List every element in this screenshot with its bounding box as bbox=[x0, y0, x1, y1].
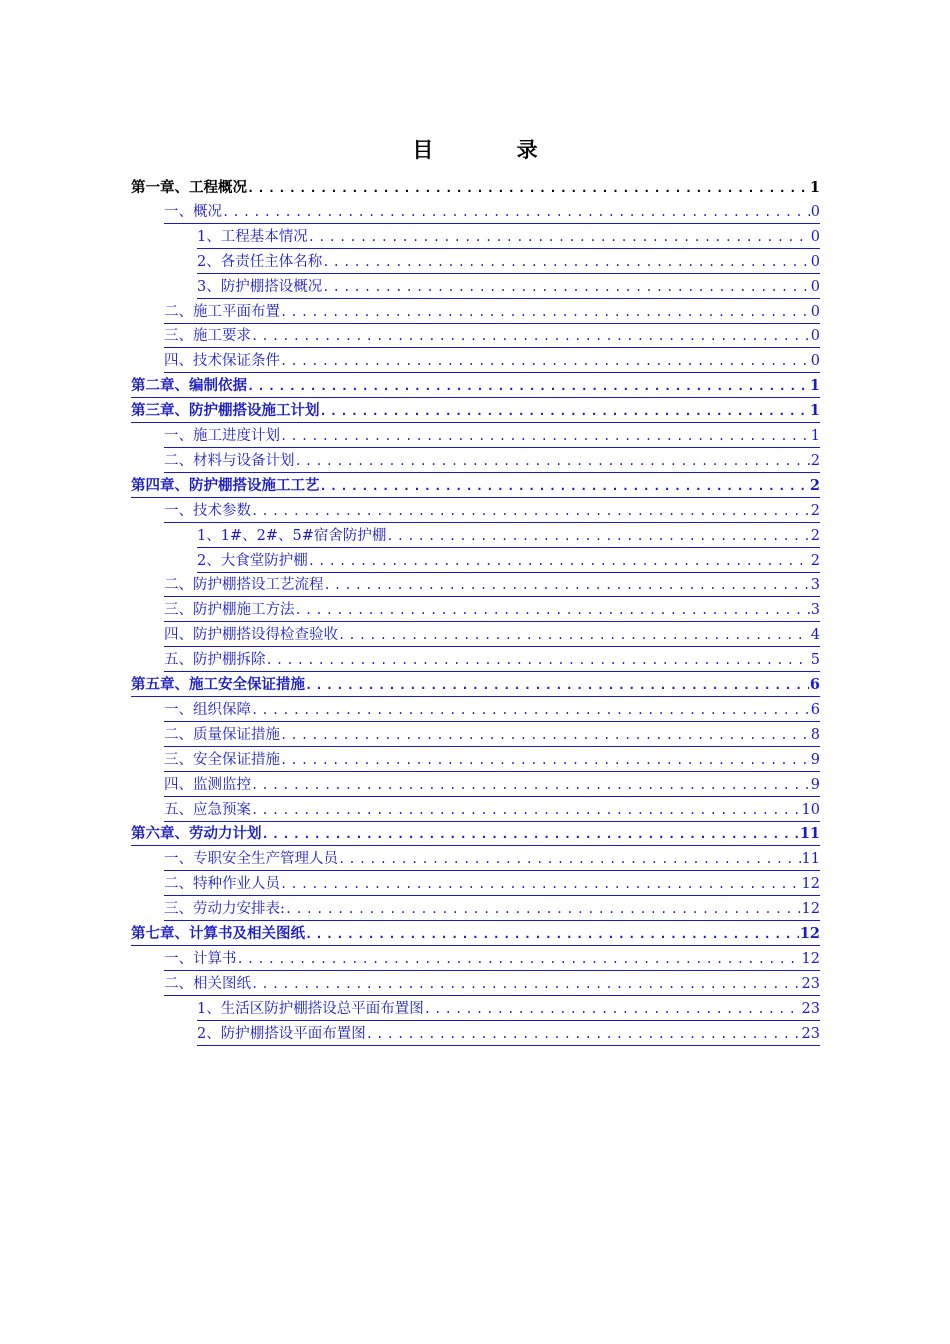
toc-entry-page-number: 10 bbox=[801, 799, 820, 822]
toc-entry[interactable] bbox=[164, 648, 820, 672]
toc-dot-leader bbox=[338, 848, 801, 871]
toc-dot-leader bbox=[295, 599, 810, 622]
toc-dot-leader bbox=[308, 550, 810, 573]
toc-dot-leader bbox=[285, 898, 801, 921]
toc-entry-label: 四、防护棚搭设得检查验收 bbox=[164, 624, 338, 647]
toc-entry-page-number: 1 bbox=[809, 179, 820, 196]
toc-entry[interactable] bbox=[131, 922, 820, 946]
toc-entry-label: 三、防护棚施工方法 bbox=[164, 599, 295, 622]
toc-dot-leader bbox=[251, 774, 810, 797]
toc-dot-leader bbox=[320, 400, 809, 423]
toc-entry[interactable] bbox=[164, 773, 820, 797]
toc-dot-leader bbox=[324, 574, 810, 597]
toc-entry-page-number: 0 bbox=[810, 226, 820, 249]
toc-dot-leader bbox=[305, 674, 809, 697]
toc-entry-page-number: 1 bbox=[809, 375, 820, 398]
toc-entry-page-number: 0 bbox=[810, 276, 820, 299]
toc-entry[interactable] bbox=[131, 673, 820, 697]
toc-entry-page-number: 2 bbox=[810, 500, 820, 523]
toc-entry[interactable] bbox=[131, 822, 820, 846]
toc-dot-leader bbox=[266, 649, 810, 672]
toc-entry[interactable] bbox=[197, 1022, 820, 1046]
toc-entry-label: 三、安全保证措施 bbox=[164, 749, 280, 772]
toc-dot-leader bbox=[247, 375, 809, 398]
toc-entry-label: 第七章、计算书及相关图纸 bbox=[131, 923, 305, 946]
toc-entry[interactable] bbox=[164, 972, 820, 996]
toc-dot-leader bbox=[280, 350, 810, 373]
toc-entry[interactable] bbox=[164, 698, 820, 722]
toc-entry-page-number: 0 bbox=[810, 350, 820, 373]
toc-entry[interactable] bbox=[197, 250, 820, 274]
toc-entry-label: 五、防护棚拆除 bbox=[164, 649, 266, 672]
toc-entry-label: 1、生活区防护棚搭设总平面布置图 bbox=[197, 998, 424, 1021]
toc-dot-leader bbox=[305, 923, 799, 946]
toc-entry-page-number: 0 bbox=[810, 251, 820, 274]
toc-entry-page-number: 0 bbox=[810, 301, 820, 324]
toc-entry-page-number: 23 bbox=[801, 973, 820, 996]
toc-dot-leader bbox=[280, 425, 810, 448]
toc-dot-leader bbox=[280, 749, 810, 772]
toc-entry-label: 一、技术参数 bbox=[164, 500, 251, 523]
toc-entry-label: 二、质量保证措施 bbox=[164, 724, 280, 747]
toc-entry-label: 第六章、劳动力计划 bbox=[131, 823, 262, 846]
toc-entry-page-number: 6 bbox=[810, 699, 820, 722]
toc-entry-label: 二、防护棚搭设工艺流程 bbox=[164, 574, 324, 597]
toc-dot-leader bbox=[308, 226, 810, 249]
toc-entry[interactable] bbox=[164, 872, 820, 896]
toc-dot-leader bbox=[280, 724, 810, 747]
toc-entry-label: 四、技术保证条件 bbox=[164, 350, 280, 373]
toc-entry-label: 四、监测监控 bbox=[164, 774, 251, 797]
toc-entry-label: 二、相关图纸 bbox=[164, 973, 251, 996]
toc-entry[interactable] bbox=[197, 225, 820, 249]
toc-entry-label: 1、工程基本情况 bbox=[197, 226, 308, 249]
toc-entry-label: 第四章、防护棚搭设施工工艺 bbox=[131, 475, 320, 498]
toc-entry-label: 二、施工平面布置 bbox=[164, 301, 280, 324]
toc-entry[interactable] bbox=[164, 200, 820, 224]
toc-dot-leader bbox=[251, 973, 801, 996]
toc-entry-label: 一、计算书 bbox=[164, 948, 237, 971]
toc-entry-page-number: 2 bbox=[810, 550, 820, 573]
toc-entry-page-number: 0 bbox=[810, 325, 820, 348]
toc-dot-leader bbox=[251, 500, 810, 523]
toc-entry-page-number: 12 bbox=[801, 948, 820, 971]
toc-entry-page-number: 12 bbox=[801, 873, 820, 896]
toc-entry-page-number: 2 bbox=[810, 525, 820, 548]
toc-entry-label: 一、组织保障 bbox=[164, 699, 251, 722]
toc-entry-label: 一、概况 bbox=[164, 201, 222, 224]
toc-dot-leader bbox=[237, 948, 801, 971]
toc-dot-leader bbox=[222, 201, 810, 224]
toc-entry-page-number: 11 bbox=[799, 823, 820, 846]
toc-entry[interactable] bbox=[131, 474, 820, 498]
toc-entry-page-number: 6 bbox=[809, 674, 820, 697]
toc-entry[interactable] bbox=[164, 424, 820, 448]
toc-entry-label: 五、应急预案 bbox=[164, 799, 251, 822]
toc-entry[interactable] bbox=[164, 723, 820, 747]
toc-entry[interactable] bbox=[164, 573, 820, 597]
toc-entry-page-number: 12 bbox=[801, 898, 820, 921]
toc-dot-leader bbox=[320, 475, 809, 498]
toc-entry[interactable] bbox=[131, 399, 820, 423]
toc-entry-page-number: 1 bbox=[810, 425, 820, 448]
toc-dot-leader bbox=[280, 873, 801, 896]
toc-entry-page-number: 4 bbox=[810, 624, 820, 647]
toc-entry[interactable] bbox=[164, 897, 820, 921]
toc-dot-leader bbox=[280, 301, 810, 324]
toc-dot-leader bbox=[338, 624, 810, 647]
toc-entry-label: 2、防护棚搭设平面布置图 bbox=[197, 1023, 366, 1046]
toc-entry[interactable] bbox=[164, 798, 820, 822]
toc-entry[interactable] bbox=[197, 524, 820, 548]
toc-entry-page-number: 23 bbox=[801, 998, 820, 1021]
toc-entry[interactable] bbox=[164, 748, 820, 772]
toc-entry-page-number: 3 bbox=[810, 599, 820, 622]
toc-title: 目 录 bbox=[412, 137, 576, 162]
toc-dot-leader bbox=[247, 177, 809, 199]
toc-entry-page-number: 9 bbox=[810, 749, 820, 772]
toc-entry-label: 一、专职安全生产管理人员 bbox=[164, 848, 338, 871]
toc-entry[interactable] bbox=[197, 997, 820, 1021]
toc-entry[interactable] bbox=[164, 847, 820, 871]
toc-entry[interactable] bbox=[164, 499, 820, 523]
toc-dot-leader bbox=[251, 325, 810, 348]
toc-entry-page-number: 1 bbox=[809, 400, 820, 423]
toc-dot-leader bbox=[295, 450, 810, 473]
toc-dot-leader bbox=[262, 823, 799, 846]
toc-entry[interactable] bbox=[164, 300, 820, 324]
toc-entry[interactable] bbox=[164, 349, 820, 373]
toc-entry-page-number: 12 bbox=[799, 923, 820, 946]
toc-entry[interactable] bbox=[164, 623, 820, 647]
toc-entry-label: 第二章、编制依据 bbox=[131, 375, 247, 398]
toc-entry-label: 二、特种作业人员 bbox=[164, 873, 280, 896]
toc-dot-leader bbox=[386, 525, 809, 548]
toc-dot-leader bbox=[322, 251, 810, 274]
toc-entry-label: 2、大食堂防护棚 bbox=[197, 550, 308, 573]
toc-entry-label: 1、1#、2#、5#宿舍防护棚 bbox=[197, 525, 386, 548]
toc-dot-leader bbox=[322, 276, 810, 299]
toc-entry[interactable] bbox=[131, 374, 820, 398]
toc-entry-label: 第一章、工程概况 bbox=[131, 179, 247, 196]
toc-dot-leader bbox=[251, 799, 801, 822]
toc-entry[interactable] bbox=[164, 449, 820, 473]
toc-entry[interactable] bbox=[164, 947, 820, 971]
toc-entry bbox=[131, 175, 820, 199]
toc-dot-leader bbox=[366, 1023, 801, 1046]
toc-entry-label: 第三章、防护棚搭设施工计划 bbox=[131, 400, 320, 423]
toc-entry-page-number: 11 bbox=[801, 848, 820, 871]
toc-entry-label: 一、施工进度计划 bbox=[164, 425, 280, 448]
toc-entry-label: 三、劳动力安排表: bbox=[164, 898, 285, 921]
toc-entry-label: 第五章、施工安全保证措施 bbox=[131, 674, 305, 697]
toc-entry-page-number: 9 bbox=[810, 774, 820, 797]
toc-entry-label: 二、材料与设备计划 bbox=[164, 450, 295, 473]
toc-entry-page-number: 8 bbox=[810, 724, 820, 747]
toc-entry-label: 3、防护棚搭设概况 bbox=[197, 276, 322, 299]
toc-entry-page-number: 2 bbox=[810, 450, 820, 473]
toc-dot-leader bbox=[424, 998, 801, 1021]
toc-entry[interactable] bbox=[197, 549, 820, 573]
toc-entry[interactable] bbox=[197, 275, 820, 299]
toc-entry[interactable] bbox=[164, 324, 820, 348]
toc-entry-label: 三、施工要求 bbox=[164, 325, 251, 348]
toc-dot-leader bbox=[251, 699, 810, 722]
toc-entry-page-number: 2 bbox=[809, 475, 820, 498]
toc-entry-page-number: 23 bbox=[801, 1023, 820, 1046]
toc-entry-label: 2、各责任主体名称 bbox=[197, 251, 322, 274]
toc-entry-page-number: 3 bbox=[810, 574, 820, 597]
toc-entry-page-number: 5 bbox=[810, 649, 820, 672]
toc-entry-page-number: 0 bbox=[810, 201, 820, 224]
toc-entry[interactable] bbox=[164, 598, 820, 622]
